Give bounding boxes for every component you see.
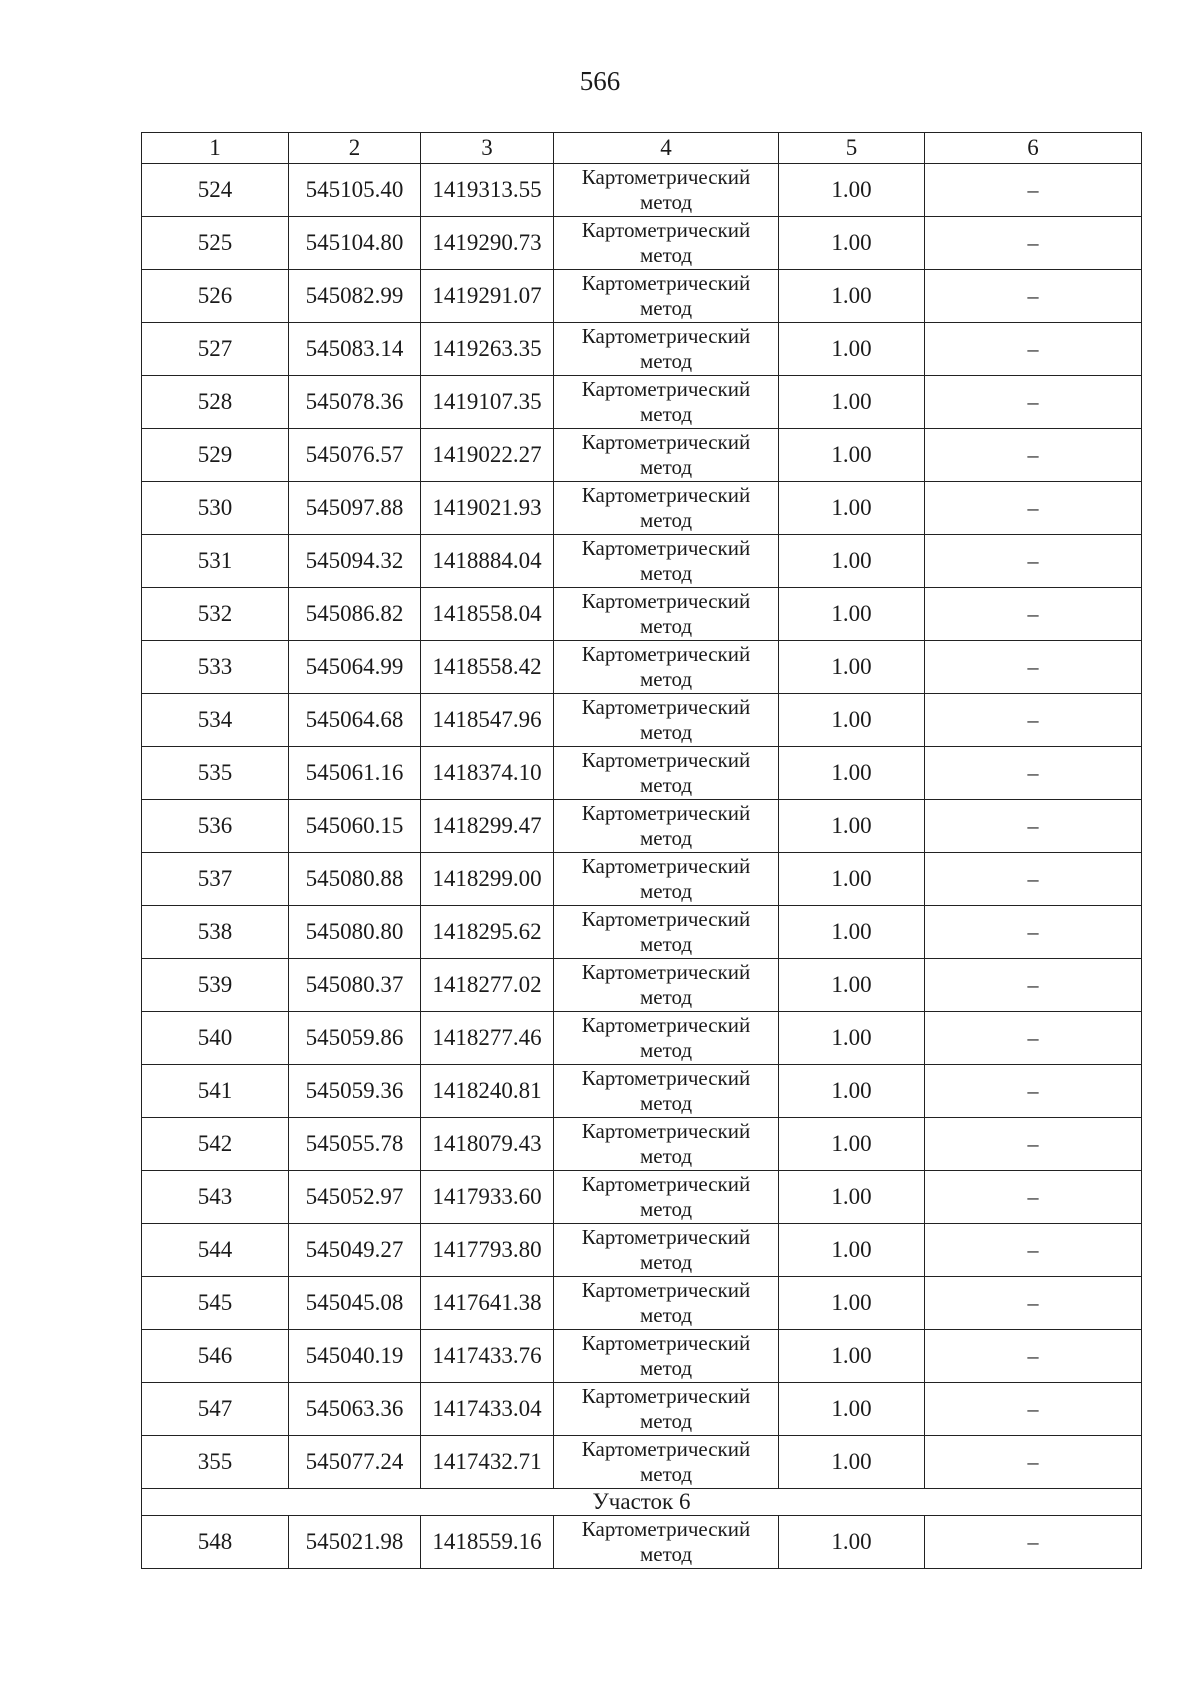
y-coordinate-cell: 1417641.38 [421,1277,554,1330]
y-coordinate-cell: 1419107.35 [421,376,554,429]
y-coordinate-cell: 1419022.27 [421,429,554,482]
point-number-cell: 540 [142,1012,289,1065]
section-title: Участок 6 [142,1489,1142,1516]
table-row [142,429,1142,482]
description-cell: – [925,1118,1142,1171]
method-cell: Картометрический метод [554,906,779,959]
point-number-cell: 545 [142,1277,289,1330]
description-cell: – [925,1436,1142,1489]
accuracy-cell: 1.00 [779,164,925,217]
accuracy-cell: 1.00 [779,1516,925,1569]
method-cell: Картометрический метод [554,959,779,1012]
description-cell: – [925,747,1142,800]
method-cell: Картометрический метод [554,535,779,588]
accuracy-cell: 1.00 [779,270,925,323]
column-header: 3 [421,133,554,164]
point-number-cell: 536 [142,800,289,853]
description-cell: – [925,853,1142,906]
accuracy-cell: 1.00 [779,747,925,800]
y-coordinate-cell: 1418374.10 [421,747,554,800]
point-number-cell: 547 [142,1383,289,1436]
description-cell: – [925,1224,1142,1277]
description-cell: – [925,270,1142,323]
x-coordinate-cell: 545094.32 [289,535,421,588]
point-number-cell: 528 [142,376,289,429]
accuracy-cell: 1.00 [779,800,925,853]
x-coordinate-cell: 545059.86 [289,1012,421,1065]
description-cell: – [925,323,1142,376]
x-coordinate-cell: 545064.68 [289,694,421,747]
x-coordinate-cell: 545086.82 [289,588,421,641]
description-cell: – [925,1516,1142,1569]
accuracy-cell: 1.00 [779,959,925,1012]
x-coordinate-cell: 545040.19 [289,1330,421,1383]
point-number-cell: 538 [142,906,289,959]
table-row [142,800,1142,853]
accuracy-cell: 1.00 [779,1436,925,1489]
table-row [142,164,1142,217]
y-coordinate-cell: 1417433.76 [421,1330,554,1383]
y-coordinate-cell: 1417433.04 [421,1383,554,1436]
method-cell: Картометрический метод [554,270,779,323]
description-cell: – [925,1277,1142,1330]
point-number-cell: 530 [142,482,289,535]
table-row [142,906,1142,959]
table-row [142,535,1142,588]
y-coordinate-cell: 1418240.81 [421,1065,554,1118]
y-coordinate-cell: 1418547.96 [421,694,554,747]
point-number-cell: 541 [142,1065,289,1118]
y-coordinate-cell: 1419291.07 [421,270,554,323]
description-cell: – [925,588,1142,641]
y-coordinate-cell: 1418277.02 [421,959,554,1012]
table-row [142,853,1142,906]
method-cell: Картометрический метод [554,694,779,747]
x-coordinate-cell: 545060.15 [289,800,421,853]
method-cell: Картометрический метод [554,1330,779,1383]
description-cell: – [925,429,1142,482]
method-cell: Картометрический метод [554,1118,779,1171]
x-coordinate-cell: 545055.78 [289,1118,421,1171]
y-coordinate-cell: 1418558.04 [421,588,554,641]
description-cell: – [925,906,1142,959]
description-cell: – [925,1383,1142,1436]
x-coordinate-cell: 545052.97 [289,1171,421,1224]
description-cell: – [925,217,1142,270]
method-cell: Картометрический метод [554,1224,779,1277]
point-number-cell: 532 [142,588,289,641]
accuracy-cell: 1.00 [779,641,925,694]
table-row [142,1383,1142,1436]
description-cell: – [925,376,1142,429]
y-coordinate-cell: 1419021.93 [421,482,554,535]
table-row [142,959,1142,1012]
method-cell: Картометрический метод [554,429,779,482]
description-cell: – [925,1065,1142,1118]
column-header: 2 [289,133,421,164]
x-coordinate-cell: 545077.24 [289,1436,421,1489]
y-coordinate-cell: 1418277.46 [421,1012,554,1065]
table-row [142,323,1142,376]
point-number-cell: 548 [142,1516,289,1569]
x-coordinate-cell: 545104.80 [289,217,421,270]
point-number-cell: 537 [142,853,289,906]
accuracy-cell: 1.00 [779,482,925,535]
method-cell: Картометрический метод [554,1436,779,1489]
y-coordinate-cell: 1419290.73 [421,217,554,270]
point-number-cell: 544 [142,1224,289,1277]
y-coordinate-cell: 1418295.62 [421,906,554,959]
table-row [142,641,1142,694]
point-number-cell: 535 [142,747,289,800]
x-coordinate-cell: 545064.99 [289,641,421,694]
accuracy-cell: 1.00 [779,217,925,270]
method-cell: Картометрический метод [554,1012,779,1065]
accuracy-cell: 1.00 [779,1118,925,1171]
accuracy-cell: 1.00 [779,1383,925,1436]
x-coordinate-cell: 545021.98 [289,1516,421,1569]
method-cell: Картометрический метод [554,376,779,429]
table-row [142,694,1142,747]
description-cell: – [925,694,1142,747]
description-cell: – [925,959,1142,1012]
method-cell: Картометрический метод [554,1383,779,1436]
method-cell: Картометрический метод [554,323,779,376]
method-cell: Картометрический метод [554,853,779,906]
point-number-cell: 526 [142,270,289,323]
accuracy-cell: 1.00 [779,1224,925,1277]
x-coordinate-cell: 545078.36 [289,376,421,429]
accuracy-cell: 1.00 [779,429,925,482]
accuracy-cell: 1.00 [779,323,925,376]
description-cell: – [925,1171,1142,1224]
table-row [142,1330,1142,1383]
accuracy-cell: 1.00 [779,853,925,906]
point-number-cell: 355 [142,1436,289,1489]
accuracy-cell: 1.00 [779,694,925,747]
table-row [142,747,1142,800]
y-coordinate-cell: 1418079.43 [421,1118,554,1171]
method-cell: Картометрический метод [554,588,779,641]
y-coordinate-cell: 1417793.80 [421,1224,554,1277]
x-coordinate-cell: 545061.16 [289,747,421,800]
method-cell: Картометрический метод [554,482,779,535]
method-cell: Картометрический метод [554,164,779,217]
x-coordinate-cell: 545080.88 [289,853,421,906]
x-coordinate-cell: 545080.37 [289,959,421,1012]
x-coordinate-cell: 545049.27 [289,1224,421,1277]
table-row [142,1065,1142,1118]
x-coordinate-cell: 545082.99 [289,270,421,323]
method-cell: Картометрический метод [554,800,779,853]
coordinates-table [141,132,1142,1569]
table-row [142,482,1142,535]
method-cell: Картометрический метод [554,1065,779,1118]
accuracy-cell: 1.00 [779,588,925,641]
x-coordinate-cell: 545059.36 [289,1065,421,1118]
accuracy-cell: 1.00 [779,1012,925,1065]
column-header: 1 [142,133,289,164]
table-row [142,270,1142,323]
y-coordinate-cell: 1418559.16 [421,1516,554,1569]
method-cell: Картометрический метод [554,1277,779,1330]
point-number-cell: 542 [142,1118,289,1171]
accuracy-cell: 1.00 [779,1330,925,1383]
accuracy-cell: 1.00 [779,376,925,429]
y-coordinate-cell: 1418299.47 [421,800,554,853]
point-number-cell: 533 [142,641,289,694]
table-row [142,376,1142,429]
point-number-cell: 524 [142,164,289,217]
x-coordinate-cell: 545045.08 [289,1277,421,1330]
point-number-cell: 525 [142,217,289,270]
point-number-cell: 529 [142,429,289,482]
description-cell: – [925,482,1142,535]
column-header: 6 [925,133,1142,164]
point-number-cell: 527 [142,323,289,376]
table-row [142,1171,1142,1224]
description-cell: – [925,641,1142,694]
method-cell: Картометрический метод [554,641,779,694]
table-row [142,588,1142,641]
method-cell: Картометрический метод [554,1516,779,1569]
description-cell: – [925,535,1142,588]
description-cell: – [925,800,1142,853]
table-row [142,1277,1142,1330]
table-row [142,1516,1142,1569]
method-cell: Картометрический метод [554,747,779,800]
description-cell: – [925,1012,1142,1065]
method-cell: Картометрический метод [554,217,779,270]
accuracy-cell: 1.00 [779,1065,925,1118]
y-coordinate-cell: 1418884.04 [421,535,554,588]
method-cell: Картометрический метод [554,1171,779,1224]
x-coordinate-cell: 545105.40 [289,164,421,217]
table-row [142,1012,1142,1065]
y-coordinate-cell: 1417432.71 [421,1436,554,1489]
x-coordinate-cell: 545063.36 [289,1383,421,1436]
description-cell: – [925,164,1142,217]
point-number-cell: 531 [142,535,289,588]
column-header: 5 [779,133,925,164]
accuracy-cell: 1.00 [779,1277,925,1330]
point-number-cell: 546 [142,1330,289,1383]
x-coordinate-cell: 545083.14 [289,323,421,376]
point-number-cell: 534 [142,694,289,747]
table-row [142,1118,1142,1171]
y-coordinate-cell: 1417933.60 [421,1171,554,1224]
table-row [142,1224,1142,1277]
column-header: 4 [554,133,779,164]
point-number-cell: 543 [142,1171,289,1224]
y-coordinate-cell: 1419313.55 [421,164,554,217]
accuracy-cell: 1.00 [779,906,925,959]
point-number-cell: 539 [142,959,289,1012]
x-coordinate-cell: 545076.57 [289,429,421,482]
y-coordinate-cell: 1418558.42 [421,641,554,694]
y-coordinate-cell: 1418299.00 [421,853,554,906]
accuracy-cell: 1.00 [779,1171,925,1224]
section-row [142,1489,1142,1516]
table-row [142,1436,1142,1489]
x-coordinate-cell: 545097.88 [289,482,421,535]
accuracy-cell: 1.00 [779,535,925,588]
page-number: 566 [579,66,621,96]
header-row [142,133,1142,164]
y-coordinate-cell: 1419263.35 [421,323,554,376]
description-cell: – [925,1330,1142,1383]
table-row [142,217,1142,270]
x-coordinate-cell: 545080.80 [289,906,421,959]
